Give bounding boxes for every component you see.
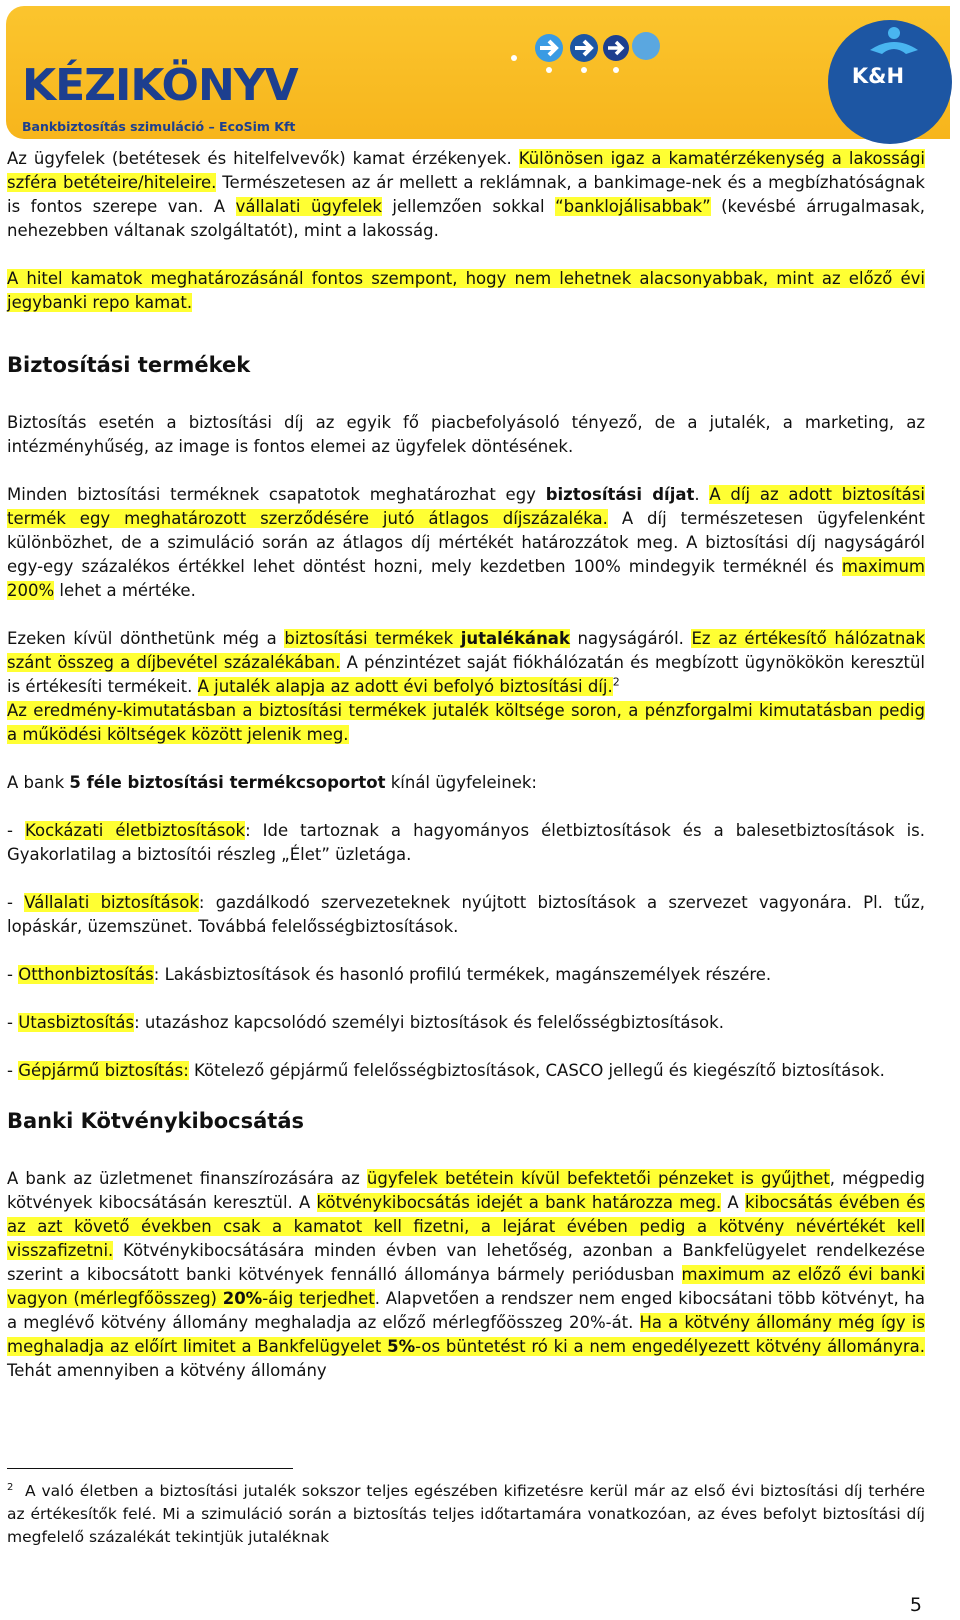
text-span: . Alapvetően a rendszer nem enged kibocsátani több kötvényt, ha a meglévő kötvény állomány meghaladja az előző mérlegfőösszeg 20%-át.	[7, 1289, 925, 1332]
footnote-divider	[7, 1468, 293, 1469]
text-span: Természetesen az ár mellett a reklámnak, a bankimage-nek és a megbízhatóságnak is fontos szerepe van. A	[7, 173, 925, 216]
highlighted-text: “banklojálisabbak”	[555, 197, 711, 216]
bold-text: jutalékának	[460, 629, 570, 648]
highlighted-text: Ez az értékesítő hálózatnak szánt összeg a díjbevétel százalékában.	[7, 629, 925, 672]
logo-text: K&H	[851, 64, 905, 88]
footnote-text: A való életben a biztosítási jutalék sokszor teljes egészében kifizetésre kerül már az első évi biztosítási díj terhére az értékesítők felé. Mi a szimuláció során a biztosítás teljes időtartamára vonatkozóan, az éves befolyt biztosítási díj megfelelő százalékát tekintjük jutaléknak	[7, 1482, 925, 1546]
insurance-paragraph-2	[7, 483, 925, 603]
highlighted-text: Az eredmény-kimutatásban a biztosítási termékek jutalék költsége soron, a pénzforgalmi kimutatásban pedig a működési költségek között jelenik meg.	[7, 701, 925, 744]
footnote-number: 2	[7, 1481, 14, 1493]
header-banner	[6, 6, 950, 139]
insurance-paragraph-1: Biztosítás esetén a biztosítási díj az egyik fő piacbefolyásoló tényező, de a jutalék, a marketing, az intézményhűség, az image is fontos elemei az ügyfelek döntésének.	[7, 413, 925, 456]
text-span: , mégpedig kötvények kibocsátásán keresztül. A	[7, 1169, 925, 1212]
text-span: A bank	[7, 773, 70, 792]
section-heading-bonds: Banki Kötvénykibocsátás	[7, 1109, 304, 1133]
text-span: lehet a mértéke.	[54, 581, 196, 600]
text-span: (kevésbé árrugalmasak, nehezebben váltanak szolgáltatót), mint a lakosság.	[7, 197, 926, 240]
bonds-paragraph-1	[7, 1167, 925, 1383]
text-span: biztosítási termékek	[284, 629, 461, 648]
footnote	[7, 1480, 925, 1549]
product-name: Utasbiztosítás	[18, 1013, 135, 1032]
list-dash: -	[7, 965, 19, 984]
section-heading-insurance: Biztosítási termékek	[7, 353, 251, 377]
product-name: Gépjármű biztosítás:	[18, 1061, 189, 1080]
product-name: Kockázati életbiztosítások	[25, 821, 246, 840]
product-name: Otthonbiztosítás	[18, 965, 154, 984]
highlighted-text: A hitel kamatok meghatározásánál fontos szempont, hogy nem lehetnek alacsonyabbak, mint az előző évi jegybanki repo kamat.	[7, 269, 925, 312]
bold-text: 5%	[387, 1337, 416, 1356]
text-span: A pénzintézet saját fiókhálózatán és megbízott ügynökökön keresztül is értékesíti termékeit.	[7, 653, 925, 696]
document-title: KÉZIKÖNYV	[22, 60, 298, 111]
text-span: Tehát amennyiben a kötvény állomány	[7, 1361, 327, 1380]
product-item	[7, 1059, 925, 1083]
text-span: jellemzően sokkal	[381, 197, 556, 216]
text-span: Kötvénykibocsátására minden évben van lehetőség, azonban a Bankfelügyelet rendelkezése szerint a kibocsátott banki kötvények fennálló állománya bármely periódusban	[7, 1241, 925, 1284]
document-subtitle: Bankbiztosítás szimuláció – EcoSim Kft	[22, 119, 296, 134]
highlighted-text: kötvénykibocsátás idejét a bank határozza meg.	[316, 1193, 722, 1212]
text-span: maximum az előző évi banki vagyon (mérlegfőösszeg)	[7, 1265, 925, 1308]
text-span: Ha a kötvény állomány még így is meghaladja az előírt limitet a Bankfelügyelet	[7, 1313, 925, 1356]
text-span: A díj természetesen ügyfelenként különbözhet, de a szimuláció során az átlagos díj mértékét határozzátok meg. A biztosítási díj nagyságáról egy-egy százalékos értékkel lehet döntést hozni, mely kezdetben 100% mindegyik terméknél és	[7, 509, 925, 576]
text-span: A	[721, 1193, 745, 1212]
bold-text: 20%	[222, 1289, 263, 1308]
kh-logo-figure-icon	[866, 26, 922, 56]
text-span: Minden biztosítási terméknek csapatotok meghatározhat egy	[7, 485, 546, 504]
product-item	[7, 963, 925, 987]
text-span: A bank az üzletmenet finanszírozására az	[7, 1169, 367, 1188]
product-description: : Lakásbiztosítások és hasonló profilú termékek, magánszemélyek részére.	[153, 965, 772, 984]
insurance-paragraph-4	[7, 771, 925, 795]
product-item	[7, 891, 925, 939]
list-dash: -	[7, 893, 25, 912]
document-body	[7, 147, 925, 1407]
product-description: : utazáshoz kapcsolódó személyi biztosítások és felelősségbiztosítások.	[134, 1013, 724, 1032]
list-dash: -	[7, 821, 25, 840]
text-span: Ezeken kívül dönthetünk még a	[7, 629, 285, 648]
text-span: kínál ügyfeleinek:	[385, 773, 537, 792]
text-span: -áig terjedhet	[262, 1289, 375, 1308]
highlighted-text: vállalati ügyfelek	[235, 197, 382, 216]
text-span: .	[694, 485, 710, 504]
intro-paragraph-1	[7, 147, 925, 243]
highlighted-text: A díj az adott biztosítási termék egy meghatározott szerződésére jutó átlagos díjszázaléka.	[7, 485, 925, 528]
highlighted-text: Különösen igaz a kamatérzékenység a lakossági szféra betéteire/hiteleire.	[7, 149, 925, 192]
product-item	[7, 819, 925, 867]
product-description: Kötelező gépjármű felelősségbiztosítások, CASCO jellegű és kiegészítő biztosítások.	[188, 1061, 885, 1080]
product-description: : Ide tartoznak a hagyományos életbiztosítások és a balesetbiztosítások is. Gyakorlatilag a biztosítói részleg „Élet” üzletága.	[7, 821, 926, 864]
page-number: 5	[909, 1594, 922, 1616]
text-span: nagyságáról.	[569, 629, 692, 648]
product-description: : gazdálkodó szervezeteknek nyújtott biztosítások a szervezet vagyonára. Pl. tűz, lopáskár, üzemszünet. Továbbá felelősségbiztosítások.	[7, 893, 925, 936]
intro-paragraph-2	[7, 267, 925, 315]
highlighted-text	[284, 629, 570, 648]
footnote-reference[interactable]: 2	[612, 675, 620, 689]
list-dash: -	[7, 1013, 19, 1032]
product-item	[7, 1011, 925, 1035]
list-dash: -	[7, 1061, 19, 1080]
insurance-paragraph-3	[7, 627, 925, 747]
highlighted-text: maximum 200%	[7, 557, 925, 600]
bold-text: biztosítási díjat	[545, 485, 695, 504]
highlighted-text: A jutalék alapja az adott évi befolyó biztosítási díj.	[197, 677, 613, 696]
highlighted-text: ügyfelek betétein kívül befektetői pénzeket is gyűjthet	[366, 1169, 830, 1188]
text-span: Az ügyfelek (betétesek és hitelfelvevők) kamat érzékenyek.	[7, 149, 519, 168]
bold-text: 5 féle biztosítási termékcsoportot	[69, 773, 386, 792]
highlighted-text: kibocsátás évében és az azt követő években csak a kamatot kell fizetni, a lejárat évében pedig a kötvény névértékét kell visszafizetni.	[7, 1193, 925, 1260]
navigation-arrows-icon	[506, 28, 676, 78]
product-name: Vállalati biztosítások	[24, 893, 199, 912]
text-span: -os büntetést ró ki a nem engedélyezett kötvény állományra.	[415, 1337, 925, 1356]
